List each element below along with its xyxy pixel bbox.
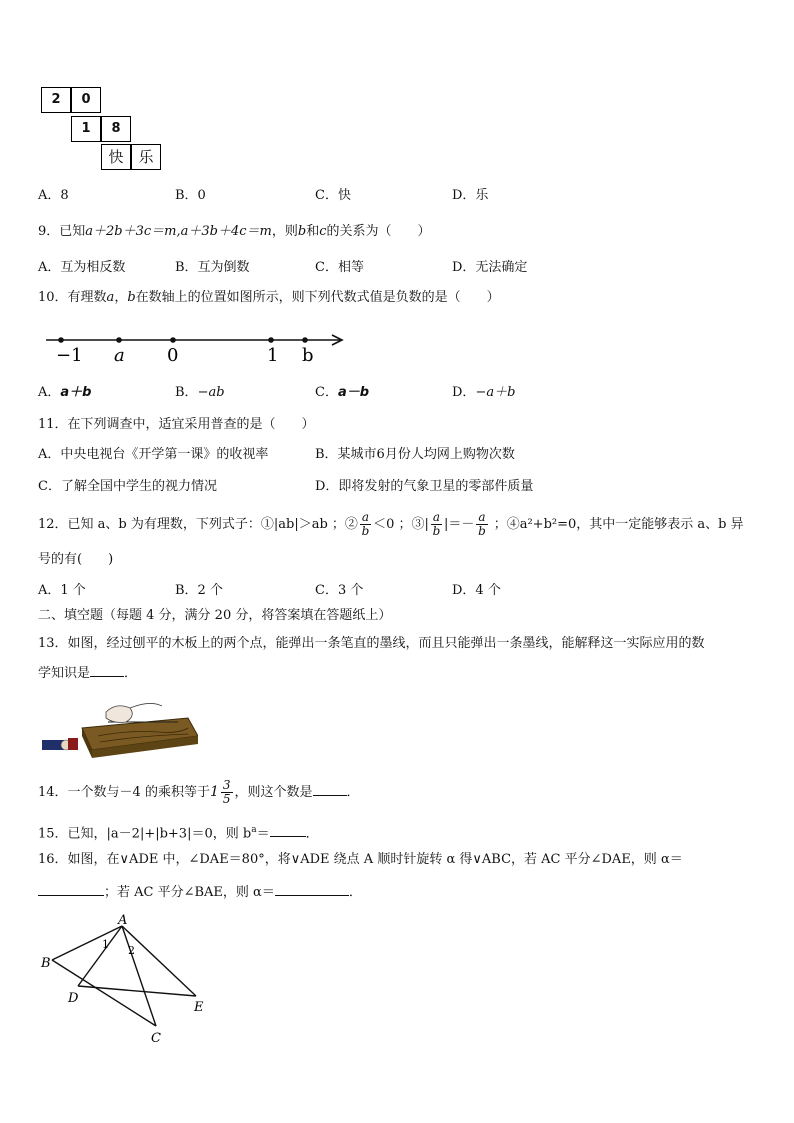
- segment-ad: [78, 926, 122, 986]
- point-zero: [170, 337, 176, 343]
- hand-right: [106, 706, 132, 723]
- q10-option-d: D．−a＋b: [452, 385, 516, 400]
- label-a: a: [114, 345, 125, 366]
- label-b: b: [302, 345, 314, 366]
- point-one: [268, 337, 274, 343]
- q9-stem: 9．已知a＋2b＋3c＝m,a＋3b＋4c＝m，则b和c的关系为（ ）: [38, 224, 431, 239]
- q10-option-b: B．−ab: [175, 385, 225, 400]
- label-vertex-d: D: [68, 991, 79, 1006]
- net-cell: 乐: [131, 144, 161, 170]
- fraction-a-over-b: $\frac{a}{b}$: [432, 510, 441, 538]
- label-vertex-e: E: [194, 1000, 204, 1015]
- ink-pot: [68, 738, 78, 750]
- net-cell: 8: [101, 116, 131, 142]
- q8-option-a: A．8: [38, 188, 69, 203]
- q11-option-d: D．即将发射的气象卫星的零部件质量: [315, 479, 534, 494]
- label-angle-1: 1: [102, 938, 109, 951]
- q8-option-b: B．0: [175, 188, 206, 203]
- q11-option-b: B．某城市6月份人均网上购物次数: [315, 447, 515, 462]
- q10-option-c: C．a－b: [315, 385, 370, 400]
- answer-blank: [313, 795, 347, 796]
- point-minus-one: [58, 337, 64, 343]
- q16-stem-line2: ；若 AC 平分∠BAE，则 α＝ ．: [38, 884, 362, 902]
- q11-stem: 11．在下列调查中，适宜采用普查的是（ ）: [38, 417, 315, 432]
- q12-stem: 12．已知 a、b 为有理数，下列式子：①|ab|＞ab ；② $\frac{a}{b}$ ＜0 ；③| $\frac{a}{b}$ |＝－ $\frac{a}{b}$ ；④a²+b²=0，其中一定能够表示 a、b 异: [38, 510, 744, 538]
- net-cell: 0: [71, 87, 101, 113]
- point-a: [116, 337, 122, 343]
- q10-option-a: A．a＋b: [38, 385, 92, 400]
- answer-blank: [270, 836, 306, 837]
- section-heading: 二、填空题（每题 4 分，满分 20 分，将答案填在答题纸上）: [38, 608, 392, 623]
- triangle-figure: [38, 912, 218, 1052]
- q12-option-c: C．3 个: [315, 583, 364, 598]
- q12-option-a: A．1 个: [38, 583, 86, 598]
- segment-ae: [122, 926, 196, 996]
- label-angle-2: 2: [128, 944, 135, 957]
- q8-option-c: C．快: [315, 188, 351, 203]
- q15-stem: 15．已知，|a－2|+|b+3|＝0，则 $b^a=$ ．: [38, 825, 319, 842]
- label-one: 1: [267, 345, 279, 366]
- q14-stem: 14．一个数与－4 的乘积等于1 $\frac{3}{5}$ ，则这个数是 ．: [38, 778, 360, 806]
- segment-ac: [122, 926, 156, 1026]
- label-vertex-c: C: [151, 1031, 161, 1046]
- label-zero: 0: [167, 345, 179, 366]
- number-line-figure: [40, 327, 350, 367]
- point-b: [302, 337, 308, 343]
- net-cell: 快: [101, 144, 131, 170]
- segment-ab: [52, 926, 122, 960]
- answer-blank: [90, 676, 124, 677]
- label-vertex-b: B: [41, 956, 51, 971]
- q13-stem: 13．如图，经过刨平的木板上的两个点，能弹出一条笔直的墨线，而且只能弹出一条墨线，能解释这一实际应用的数: [38, 636, 705, 651]
- q9-option-b: B．互为倒数: [175, 260, 250, 275]
- q8-option-d: D．乐: [452, 188, 489, 203]
- answer-blank: [38, 895, 104, 896]
- q10-stem: 10．有理数a，b在数轴上的位置如图所示，则下列代数式值是负数的是（ ）: [38, 290, 500, 305]
- fraction-a-over-b: $\frac{a}{b}$: [361, 510, 370, 538]
- net-cell: 1: [71, 116, 101, 142]
- q16-stem: 16．如图，在∨ADE 中，∠DAE＝80°，将∨ADE 绕点 A 顺时针旋转 α 得∨ABC，若 AC 平分∠DAE，则 α＝: [38, 852, 683, 867]
- label-vertex-a: A: [118, 913, 128, 928]
- q9-option-a: A．互为相反数: [38, 260, 126, 275]
- net-cell: 2: [41, 87, 71, 113]
- label-minus-one: −1: [56, 345, 83, 366]
- q12-option-b: B．2 个: [175, 583, 223, 598]
- answer-blank: [275, 895, 349, 896]
- q9-option-c: C．相等: [315, 260, 364, 275]
- q11-option-c: C．了解全国中学生的视力情况: [38, 479, 217, 494]
- q13-stem-line2: 学知识是 ．: [38, 666, 138, 681]
- segment-de: [78, 986, 196, 996]
- fraction-a-over-b: $\frac{a}{b}$: [478, 510, 486, 538]
- q11-option-a: A．中央电视台《开学第一课》的收视率: [38, 447, 269, 462]
- q9-option-d: D．无法确定: [452, 260, 528, 275]
- mixed-fraction: $\frac{3}{5}$: [222, 778, 231, 806]
- q12-stem-line2: 号的有( ): [38, 552, 114, 567]
- woodboard-figure: [38, 692, 198, 760]
- q12-option-d: D．4 个: [452, 583, 501, 598]
